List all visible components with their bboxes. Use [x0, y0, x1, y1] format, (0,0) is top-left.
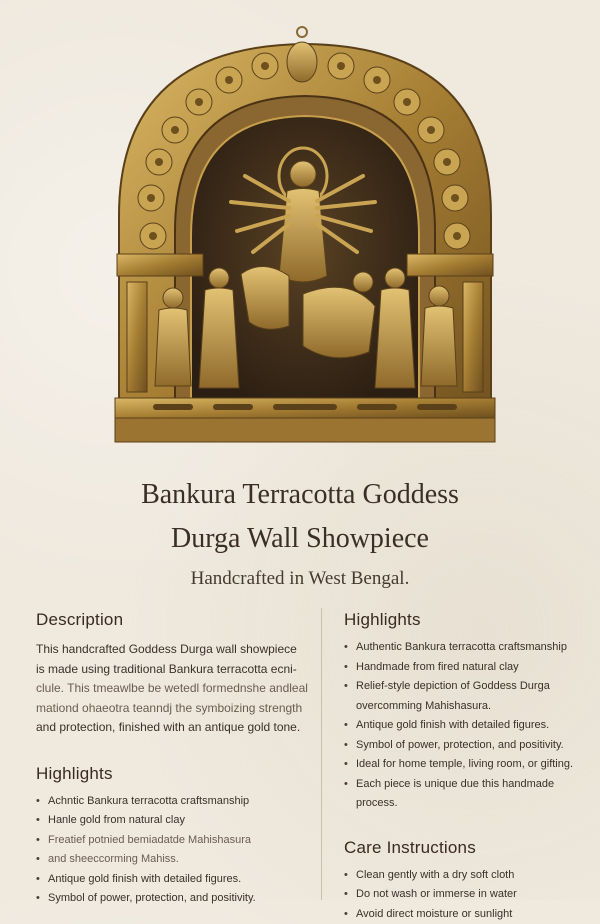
list-item: • Antique gold finish with detailed figures.	[36, 870, 308, 890]
list-item: • Achntic Bankura terracotta craftsmanship	[36, 792, 308, 812]
highlights-list-right	[344, 638, 596, 814]
list-item: • Hanle gold from natural clay	[36, 811, 308, 831]
list-item: • Handmade from fired natural clay	[344, 658, 596, 678]
right-column	[344, 610, 596, 924]
description-line: is made using traditional Bankura terracotta ecni-	[36, 660, 308, 680]
care-instructions-list	[344, 866, 596, 924]
highlights-heading-left: Highlights	[36, 764, 308, 784]
product-title-line1: Bankura Terracotta Goddess	[0, 478, 600, 512]
description-heading: Description	[36, 610, 308, 630]
list-item: • Ideal for home temple, living room, or gifting.	[344, 755, 596, 775]
list-item: • Authentic Bankura terracotta craftsmanship	[344, 638, 596, 658]
left-column	[36, 610, 308, 909]
care-instructions-heading: Care Instructions	[344, 838, 596, 858]
highlights-list-left	[36, 792, 308, 909]
list-item: • Antique gold finish with detailed figures.	[344, 716, 596, 736]
description-line: This handcrafted Goddess Durga wall showpiece	[36, 640, 308, 660]
list-item: • Symbol of power, protection, and positivity.	[344, 736, 596, 756]
list-item: • Do not wash or immerse in water	[344, 885, 596, 905]
description-line: clule. This tmeawlbe be wetedl formednshe andleal	[36, 679, 308, 699]
list-item: • Each piece is unique due this handmade process.	[344, 775, 596, 814]
description-text	[36, 640, 308, 738]
list-item: • Symbol of power, protection, and positivity.	[36, 889, 308, 909]
product-title-line2: Durga Wall Showpiece	[0, 522, 600, 556]
product-subtitle: Handcrafted in West Bengal.	[0, 568, 600, 590]
list-item: • and sheeccorming Mahiss.	[36, 850, 308, 870]
description-line: mationd ohaeotra teanndj the symboizing strength	[36, 699, 308, 719]
list-item: • Avoid direct moisture or sunlight	[344, 905, 596, 924]
list-item: • Relief-style depiction of Goddess Durga	[344, 677, 596, 697]
column-divider	[321, 608, 322, 900]
description-line: and protection, finished with an antique gold tone.	[36, 718, 308, 738]
list-item: • Freatief potnied bemiadatde Mahishasura	[36, 831, 308, 851]
list-item: • Clean gently with a dry soft cloth	[344, 866, 596, 886]
product-image-durga-plaque	[113, 26, 497, 446]
list-item-continuation: overcomming Mahishasura.	[344, 697, 596, 717]
highlights-heading-right: Highlights	[344, 610, 596, 630]
